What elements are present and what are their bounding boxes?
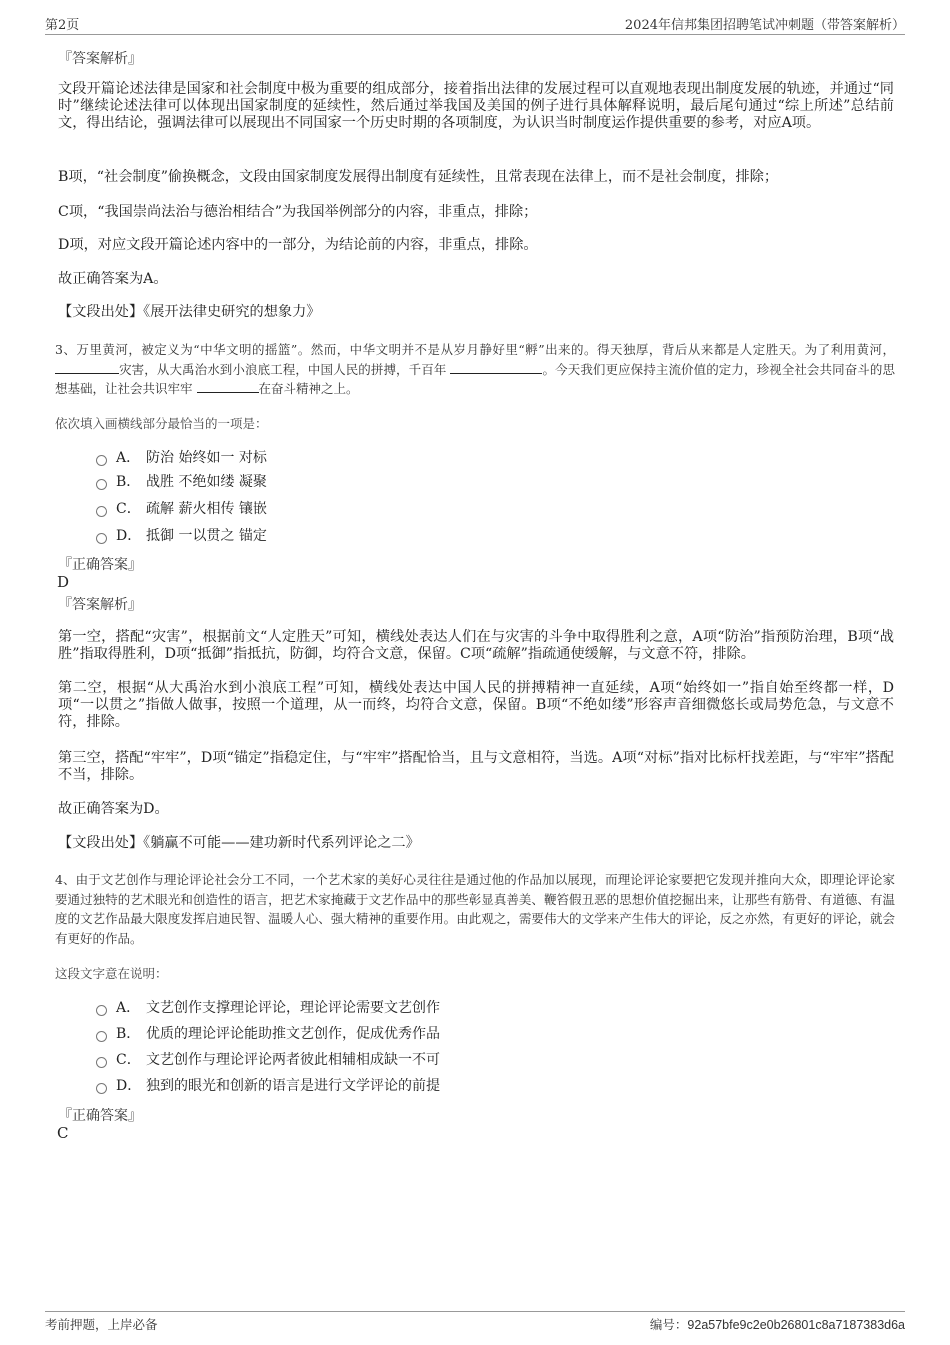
blank-2 <box>450 361 542 374</box>
document-code: 编号：92a57bfe9c2e0b26801c8a7187383d6a <box>649 1317 905 1332</box>
q3-option-c[interactable]: C． 疏解 薪火相传 镶嵌 <box>96 499 267 519</box>
q4-option-d[interactable]: D． 独到的眼光和创新的语言是进行文学评论的前提 <box>96 1076 440 1096</box>
q2-analysis-conclusion: 故正确答案为A。 <box>58 271 168 287</box>
radio-icon[interactable] <box>96 479 107 490</box>
q3-answer: D <box>57 573 70 591</box>
page-number: 第2页 <box>45 18 80 33</box>
page-footer <box>45 1311 905 1334</box>
q4-answer: C <box>57 1124 69 1142</box>
q3-prompt: 依次填入画横线部分最恰当的一项是： <box>55 416 268 431</box>
q3-analysis-paragraph-2: 第二空，根据“从大禹治水到小浪底工程”可知，横线处表达中国人民的拼搏精神一直延续，A项“始终如一”指自始至终都一样，D项“一以贯之”指做人做事，按照一个道理，从一而终，均符合文意，保留。B项“不绝如缕”形容声音细微悠长或局势危急，与文意不符，排除。 <box>58 680 894 730</box>
q4-option-c[interactable]: C． 文艺创作与理论评论两者彼此相辅相成缺一不可 <box>96 1050 440 1070</box>
blank-3 <box>197 380 259 393</box>
radio-icon[interactable] <box>96 506 107 517</box>
radio-icon[interactable] <box>96 1057 107 1068</box>
q4-answer-label: 『正确答案』 <box>58 1108 142 1124</box>
radio-icon[interactable] <box>96 455 107 466</box>
q3-option-b[interactable]: B． 战胜 不绝如缕 凝聚 <box>96 472 267 492</box>
q2-analysis-paragraph-1: 文段开篇论述法律是国家和社会制度中极为重要的组成部分，接着指出法律的发展过程可以直观地表现出制度发展的轨迹，并通过“同时”继续论述法律可以体现出国家制度的延续性，然后通过举我国及美国的例子进行具体解释说明，最后尾句通过“综上所述”总结前文，得出结论，强调法律可以展现出不同国家一个历史时期的各项制度，为认识当时制度运作提供重要的参考，对应A项。 <box>58 81 894 131</box>
q3-analysis-conclusion: 故正确答案为D。 <box>58 801 169 817</box>
radio-icon[interactable] <box>96 1031 107 1042</box>
radio-icon[interactable] <box>96 1083 107 1094</box>
q2-analysis-paragraph-3: C项，“我国崇尚法治与德治相结合”为我国举例部分的内容，非重点，排除； <box>58 204 538 220</box>
q2-analysis-label: 『答案解析』 <box>58 51 142 67</box>
q3-option-a[interactable]: A． 防治 始终如一 对标 <box>96 448 267 468</box>
document-title: 2024年信邦集团招聘笔试冲刺题（带答案解析） <box>624 18 905 33</box>
page-header <box>45 14 905 35</box>
q2-analysis-paragraph-2: B项，“社会制度”偷换概念，文段由国家制度发展得出制度有延续性，且常表现在法律上，而不是社会制度，排除； <box>58 169 779 185</box>
q3-source: 【文段出处】《躺赢不可能——建功新时代系列评论之二》 <box>58 835 420 851</box>
radio-icon[interactable] <box>96 1005 107 1016</box>
q3-analysis-label: 『答案解析』 <box>58 597 142 613</box>
q3-analysis-paragraph-1: 第一空，搭配“灾害”，根据前文“人定胜天”可知，横线处表达人们在与灾害的斗争中取得胜利之意，A项“防治”指预防治理，B项“战胜”指取得胜利，D项“抵御”指抵抗，防御，均符合文意，保留。C项“疏解”指疏通使缓解，与文意不符，排除。 <box>58 629 894 662</box>
q3-answer-label: 『正确答案』 <box>58 557 142 573</box>
q4-prompt: 这段文字意在说明： <box>55 966 168 981</box>
footer-slogan: 考前押题，上岸必备 <box>45 1317 158 1332</box>
q3-stem: 3、万里黄河，被定义为“中华文明的摇篮”。然而，中华文明并不是从岁月静好里“孵”出来的。得天独厚，背后从来都是人定胜天。为了利用黄河， 灾害，从大禹治水到小浪底工程，中国人民的拼搏，千百年 。今天我们更应保持主流价值的定力，珍视全社会共同奋斗的思想基础，让社会共识牢牢 在奋斗精神之上。 <box>55 342 895 396</box>
blank-1 <box>55 361 119 374</box>
q4-option-b[interactable]: B． 优质的理论评论能助推文艺创作，促成优秀作品 <box>96 1024 440 1044</box>
q2-source: 【文段出处】《展开法律史研究的想象力》 <box>58 304 321 320</box>
q2-analysis-paragraph-4: D项，对应文段开篇论述内容中的一部分，为结论前的内容，非重点，排除。 <box>58 237 538 253</box>
q4-option-a[interactable]: A． 文艺创作支撑理论评论，理论评论需要文艺创作 <box>96 998 440 1018</box>
radio-icon[interactable] <box>96 533 107 544</box>
q3-analysis-paragraph-3: 第三空，搭配“牢牢”，D项“锚定”指稳定住，与“牢牢”搭配恰当，且与文意相符，当选。A项“对标”指对比标杆找差距，与“牢牢”搭配不当，排除。 <box>58 750 894 783</box>
q4-stem: 4、由于文艺创作与理论评论社会分工不同，一个艺术家的美好心灵往往是通过他的作品加以展现，而理论评论家要把它发现并推向大众，即理论评论家要通过独特的艺术眼光和创造性的语言，把艺术家掩藏于文艺作品中的那些彰显真善美、鞭笞假丑恶的思想价值挖掘出来，让那些有筋骨、有道德、有温度的文艺作品最大限度发挥启迪民智、温暖人心、强大精神的重要作用。由此观之，需要伟大的文学来产生伟大的评论，反之亦然，有更好的评论，就会有更好的作品。 <box>55 872 895 946</box>
q3-option-d[interactable]: D． 抵御 一以贯之 锚定 <box>96 526 267 546</box>
